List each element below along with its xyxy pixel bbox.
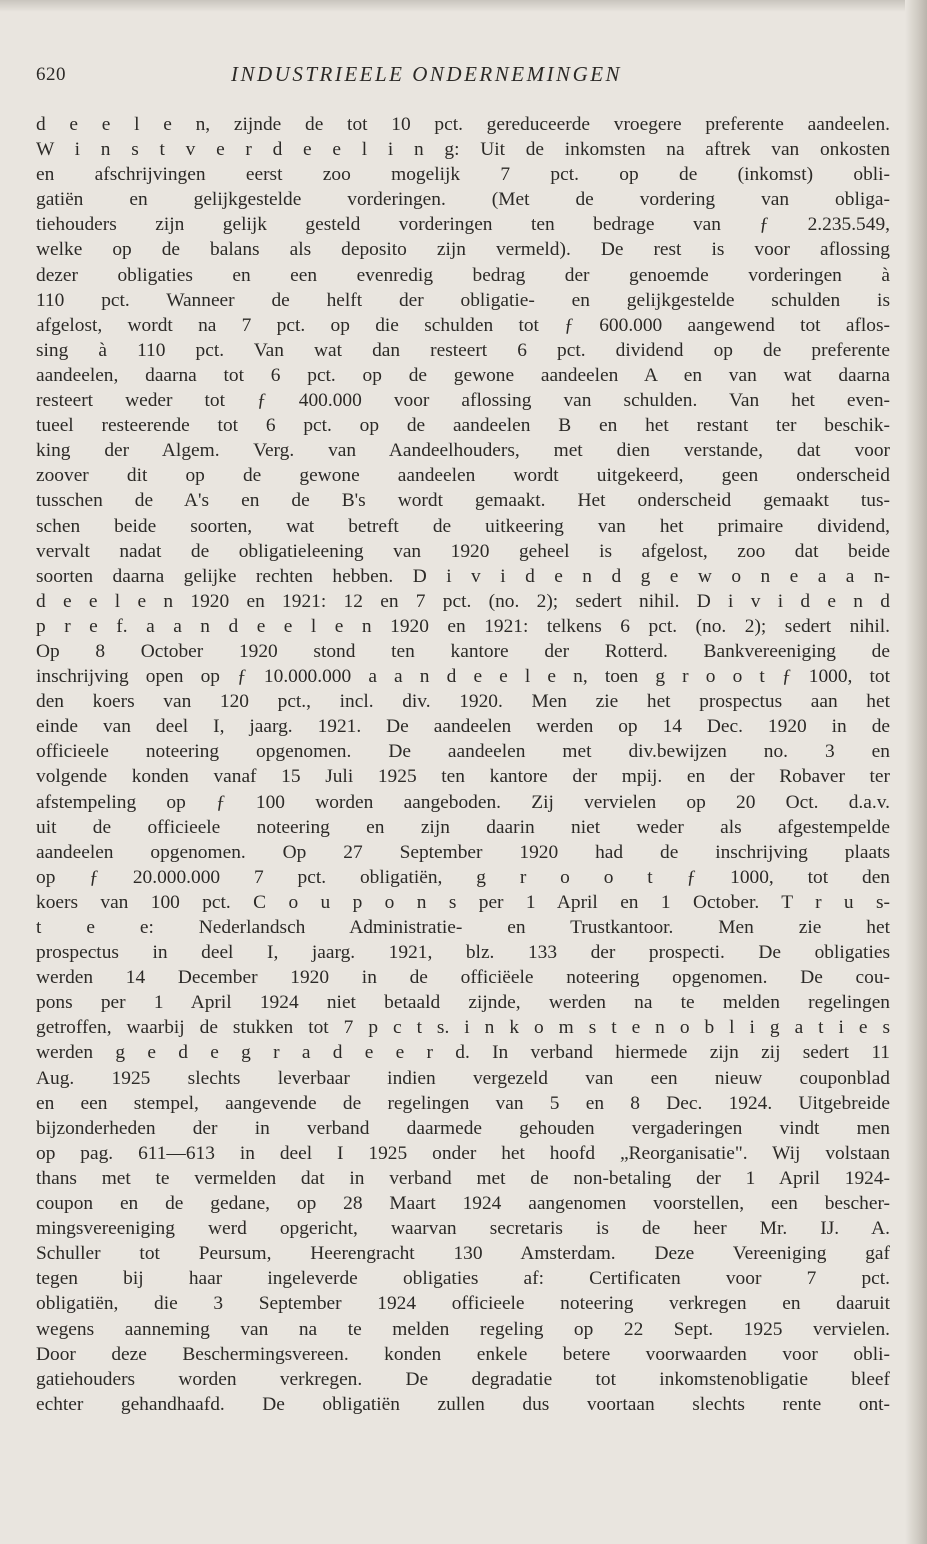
text-line: afgelost, wordt na 7 pct. op die schulden tot ƒ 600.000 aangewend tot aflos-: [36, 314, 890, 336]
text-line: schen beide soorten, wat betreft de uitkeering van het primaire dividend,: [36, 515, 890, 537]
text-line: op ƒ 20.000.000 7 pct. obligatiën, g r o o t ƒ 1000, tot den: [36, 866, 890, 888]
text-line: Schuller tot Peursum, Heerengracht 130 Amsterdam. Deze Vereeniging gaf: [36, 1243, 890, 1265]
text-line: coupon en de gedane, op 28 Maart 1924 aangenomen voorstellen, een bescher-: [36, 1193, 890, 1215]
text-line: soorten daarna gelijke rechten hebben. D i v i d e n d g e w o n e a a n-: [36, 565, 890, 587]
text-line: obligatiën, die 3 September 1924 officieele noteering verkregen en daaruit: [36, 1293, 890, 1315]
text-line: werden 14 December 1920 in de officiëele noteering opgenomen. De cou-: [36, 967, 890, 989]
text-line: Door deze Beschermingsvereen. konden enkele betere voorwaarden voor obli-: [36, 1343, 890, 1365]
page-header: [36, 62, 886, 90]
text-line: d e e l e n 1920 en 1921: 12 en 7 pct. (no. 2); sedert nihil. D i v i d e n d: [36, 590, 890, 612]
text-line: sing à 110 pct. Van wat dan resteert 6 pct. dividend op de preferente: [36, 339, 890, 361]
text-line: vervalt nadat de obligatieleening van 1920 geheel is afgelost, zoo dat beide: [36, 540, 890, 562]
running-title: INDUSTRIEELE ONDERNEMINGEN: [231, 62, 623, 86]
text-line: mingsvereeniging werd opgericht, waarvan secretaris is de heer Mr. IJ. A.: [36, 1218, 890, 1240]
page-edge: [905, 0, 927, 1544]
text-line: Aug. 1925 slechts leverbaar indien vergezeld van een nieuw couponblad: [36, 1067, 890, 1089]
text-line: resteert weder tot ƒ 400.000 voor aflossing van schulden. Van het even-: [36, 390, 890, 412]
text-line: werden g e d e g r a d e e r d. In verband hiermede zijn zij sedert 11: [36, 1042, 890, 1064]
text-line: W i n s t v e r d e e l i n g: Uit de inkomsten na aftrek van onkosten: [36, 139, 890, 161]
text-line: king der Algem. Verg. van Aandeelhouders, met dien verstande, dat voor: [36, 440, 890, 462]
text-line: getroffen, waarbij de stukken tot 7 p c t s. i n k o m s t e n o b l i g a t i e s: [36, 1017, 890, 1039]
text-line: welke op de balans als deposito zijn vermeld). De rest is voor aflossing: [36, 239, 890, 261]
text-line: uit de officieele noteering en zijn daarin niet weder als afgestempelde: [36, 816, 890, 838]
text-line: einde van deel I, jaarg. 1921. De aandeelen werden op 14 Dec. 1920 in de: [36, 716, 890, 738]
text-line: aandeelen, daarna tot 6 pct. op de gewone aandeelen A en van wat daarna: [36, 364, 890, 386]
text-line: zoover dit op de gewone aandeelen wordt uitgekeerd, geen onderscheid: [36, 465, 890, 487]
text-line: tiehouders zijn gelijk gesteld vorderingen ten bedrage van ƒ 2.235.549,: [36, 214, 890, 236]
text-line: afstempeling op ƒ 100 worden aangeboden. Zij vervielen op 20 Oct. d.a.v.: [36, 791, 890, 813]
text-line: d e e l e n, zijnde de tot 10 pct. gereduceerde vroegere preferente aandeelen.: [36, 114, 890, 135]
body-text: [36, 112, 890, 1417]
text-line: dezer obligaties en een evenredig bedrag der genoemde vorderingen à: [36, 264, 890, 286]
text-line: en een stempel, aangevende de regelingen van 5 en 8 Dec. 1924. Uitgebreide: [36, 1092, 890, 1114]
text-line: inschrijving open op ƒ 10.000.000 a a n d e e l e n, toen g r o o t ƒ 1000, tot: [36, 666, 890, 688]
text-line: bijzonderheden der in verband daarmede gehouden vergaderingen vindt men: [36, 1117, 890, 1139]
text-line: p r e f. a a n d e e l e n 1920 en 1921: telkens 6 pct. (no. 2); sedert nihil.: [36, 615, 890, 637]
text-line: tueel resteerende tot 6 pct. op de aandeelen B en het restant ter beschik-: [36, 415, 890, 437]
text-line: officieele noteering opgenomen. De aandeelen met div.bewijzen no. 3 en: [36, 741, 890, 763]
text-line: wegens aanneming van na te melden regeling op 22 Sept. 1925 vervielen.: [36, 1318, 890, 1340]
text-line: den koers van 120 pct., incl. div. 1920. Men zie het prospectus aan het: [36, 691, 890, 713]
text-line: op pag. 611—613 in deel I 1925 onder het hoofd „Reorganisatie". Wij volstaan: [36, 1142, 890, 1164]
text-line: aandeelen opgenomen. Op 27 September 1920 had de inschrijving plaats: [36, 841, 890, 863]
text-line: prospectus in deel I, jaarg. 1921, blz. 133 der prospecti. De obligaties: [36, 942, 890, 964]
text-line: koers van 100 pct. C o u p o n s per 1 April en 1 October. T r u s-: [36, 891, 890, 913]
text-line: volgende konden vanaf 15 Juli 1925 ten kantore der mpij. en der Robaver ter: [36, 766, 890, 788]
text-line: thans met te vermelden dat in verband met de non-betaling der 1 April 1924-: [36, 1167, 890, 1189]
text-line: echter gehandhaafd. De obligatiën zullen dus voortaan slechts rente ont-: [36, 1393, 890, 1415]
text-line: Op 8 October 1920 stond ten kantore der Rotterd. Bankvereeniging de: [36, 640, 890, 662]
text-line: gatiehouders worden verkregen. De degradatie tot inkomstenobligatie bleef: [36, 1368, 890, 1390]
text-line: en afschrijvingen eerst zoo mogelijk 7 pct. op de (inkomst) obli-: [36, 164, 890, 186]
text-line: 110 pct. Wanneer de helft der obligatie- en gelijkgestelde schulden is: [36, 289, 890, 311]
page-top-shadow: [0, 0, 927, 12]
text-line: gatiën en gelijkgestelde vorderingen. (Met de vordering van obliga-: [36, 189, 890, 211]
text-line: pons per 1 April 1924 niet betaald zijnde, werden na te melden regelingen: [36, 992, 890, 1014]
text-line: tegen bij haar ingeleverde obligaties af: Certificaten voor 7 pct.: [36, 1268, 890, 1290]
page-number: 620: [36, 64, 66, 85]
text-line: t e e: Nederlandsch Administratie- en Trustkantoor. Men zie het: [36, 917, 890, 938]
text-line: tusschen de A's en de B's wordt gemaakt. Het onderscheid gemaakt tus-: [36, 490, 890, 512]
